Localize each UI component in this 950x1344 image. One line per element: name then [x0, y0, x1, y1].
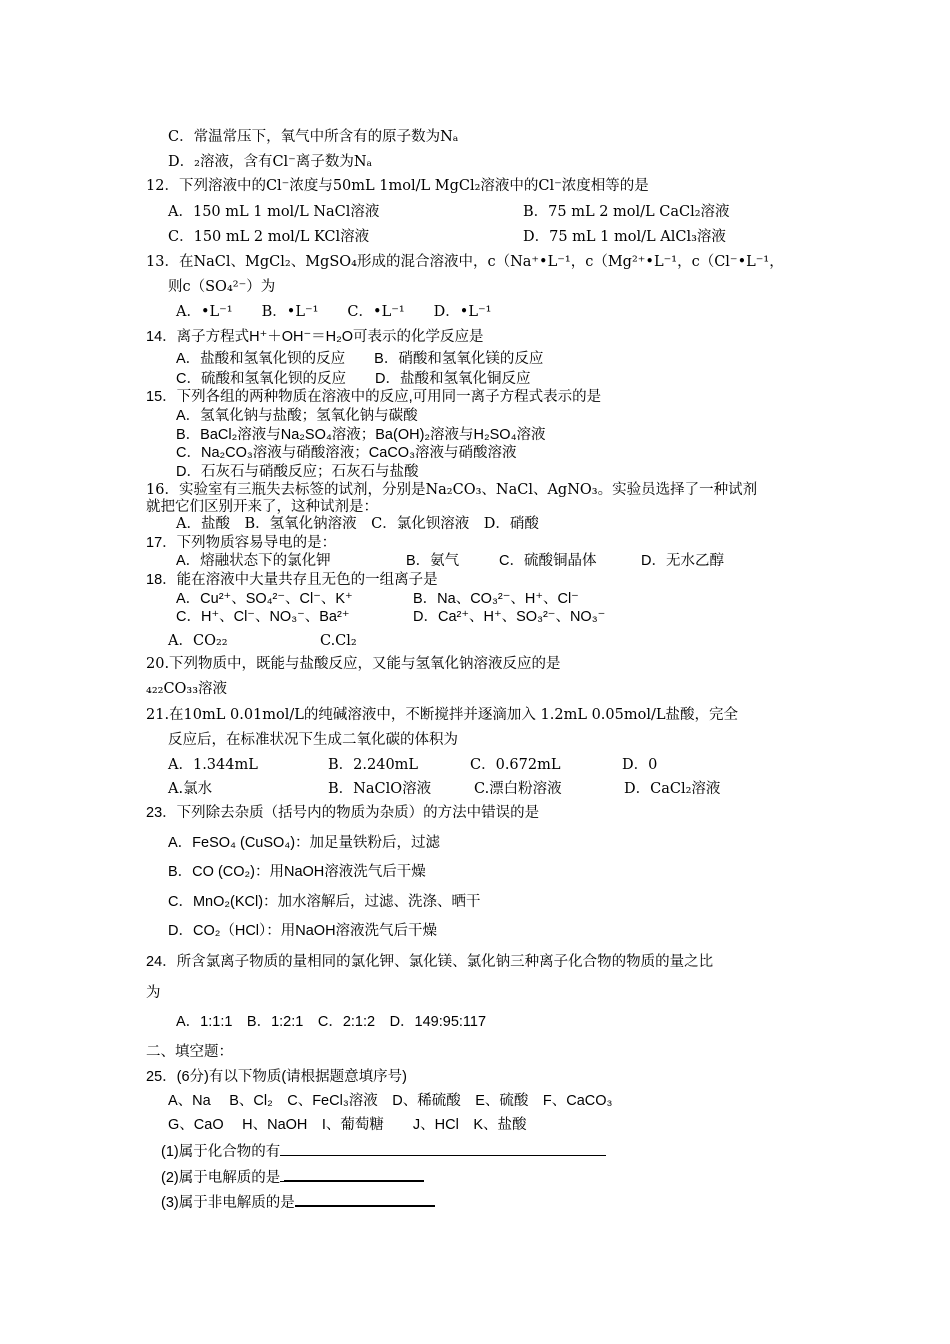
q14-stem: 14．离子方程式H⁺＋OH⁻＝H₂O可表示的化学反应是 — [146, 329, 484, 345]
q18-option-c: C．H⁺、Cl⁻、NO₃⁻、Ba²⁺ — [176, 609, 350, 625]
q21-option-d: D．0 — [622, 757, 658, 773]
q14-options-ab: A．盐酸和氢氧化钡的反应 B．硝酸和氢氧化镁的反应 — [176, 351, 544, 367]
q15-option-c: C．Na₂CO₃溶液与硝酸溶液；CaCO₃溶液与硝酸溶液 — [176, 445, 517, 461]
q14-options-cd: C．硫酸和氢氧化钡的反应 D．盐酸和氢氧化铜反应 — [176, 371, 531, 387]
q18-option-a: A．Cu²⁺、SO₄²⁻、Cl⁻、K⁺ — [176, 591, 353, 607]
q25-stem: 25．(6分)有以下物质(请根据题意填序号) — [146, 1069, 408, 1085]
q22-option-c: C.漂白粉溶液 — [474, 781, 562, 797]
q13-stem: 13．在NaCl、MgCl₂、MgSO₄形成的混合溶液中，c（Na⁺•L⁻¹，c（Mg²⁺•L⁻¹，c（Cl⁻•L⁻¹， — [146, 254, 784, 270]
q15-option-d: D．石灰石与硝酸反应；石灰石与盐酸 — [176, 464, 419, 480]
q21-option-c: C．0.672mL — [470, 757, 561, 773]
q23-option-d: D．CO₂（HCl）：用NaOH溶液洗气后干燥 — [168, 923, 438, 939]
q19-option-a: A．CO₂₂ — [168, 633, 228, 649]
q17-option-b: B．氨气 — [406, 553, 460, 569]
q23-option-c: C．MnO₂(KCl)：加水溶解后，过滤、洗涤、晒干 — [168, 894, 481, 910]
q25-part3 — [161, 1191, 435, 1212]
q25-part1-label: (1)属于化合物的有 — [161, 1144, 281, 1160]
section-heading: 二、填空题： — [146, 1044, 233, 1060]
q18-stem: 18．能在溶液中大量共存且无色的一组离子是 — [146, 572, 438, 588]
q16-stem: 16．实验室有三瓶失去标签的试剂，分别是Na₂CO₃、NaCl、AgNO₃。实验员选择了一种试剂 — [146, 482, 758, 498]
q15-stem: 15．下列各组的两种物质在溶液中的反应,可用同一离子方程式表示的是 — [146, 389, 602, 405]
q12-option-d: D．75 mL 1 mol/L AlCl₃溶液 — [523, 229, 726, 245]
q12-option-c: C．150 mL 2 mol/L KCl溶液 — [168, 229, 370, 245]
q16-stem-cont: 就把它们区别开来了，这种试剂是： — [146, 499, 378, 515]
q12-stem: 12．下列溶液中的Cl⁻浓度与50mL 1mol/L MgCl₂溶液中的Cl⁻浓度相等的是 — [146, 178, 649, 194]
q25-substances-row1: A、Na B、Cl₂ C、FeCl₃溶液 D、稀硫酸 E、硫酸 F、CaCO₃ — [168, 1093, 613, 1109]
q18-option-b: B．Na、CO₃²⁻、H⁺、Cl⁻ — [413, 591, 579, 607]
q17-option-c: C．硫酸铜晶体 — [499, 553, 597, 569]
q22-option-a: A.氯水 — [168, 781, 213, 797]
q21-stem: 21.在10mL 0.01mol/L的纯碱溶液中，不断搅拌并逐滴加入 1.2mL 0.05mol/L盐酸，完全 — [146, 707, 738, 723]
q21-option-b: B．2.240mL — [328, 757, 419, 773]
q25-substances-row2: G、CaO H、NaOH I、葡萄糖 J、HCl K、盐酸 — [168, 1117, 527, 1133]
q13-options: A．•L⁻¹ B．•L⁻¹ C．•L⁻¹ D．•L⁻¹ — [176, 304, 492, 320]
q21-stem-cont: 反应后，在标准状况下生成二氧化碳的体积为 — [168, 732, 458, 748]
q16-options: A．盐酸 B．氢氧化钠溶液 C．氯化钡溶液 D．硝酸 — [176, 516, 539, 532]
q20-stem: 20.下列物质中，既能与盐酸反应，又能与氢氧化钠溶液反应的是 — [146, 656, 561, 672]
q22-option-d: D．CaCl₂溶液 — [624, 781, 721, 797]
answer-blank-2[interactable] — [284, 1166, 424, 1182]
q11-option-d: D．₂溶液，含有Cl⁻离子数为Nₐ — [168, 154, 373, 170]
q24-stem-cont: 为 — [146, 985, 161, 1001]
q11-option-c: C．常温常压下，氧气中所含有的原子数为Nₐ — [168, 129, 459, 145]
q22-option-b: B．NaClO溶液 — [328, 781, 432, 797]
q20-options: ₄₂₂CO₃₃溶液 — [146, 681, 228, 697]
answer-blank-3[interactable] — [295, 1191, 435, 1207]
q12-option-a: A．150 mL 1 mol/L NaCl溶液 — [168, 204, 380, 220]
q24-stem: 24．所含氯离子物质的量相同的氯化钾、氯化镁、氯化钠三种离子化合物的物质的量之比 — [146, 954, 714, 970]
q15-option-b: B．BaCl₂溶液与Na₂SO₄溶液；Ba(OH)₂溶液与H₂SO₄溶液 — [176, 427, 546, 443]
q25-part3-label: (3)属于非电解质的是 — [161, 1195, 295, 1211]
q18-option-d: D．Ca²⁺、H⁺、SO₃²⁻、NO₃⁻ — [413, 609, 606, 625]
q19-option-c: C.Cl₂ — [320, 633, 357, 649]
q17-option-a: A．熔融状态下的氯化钾 — [176, 553, 331, 569]
q21-option-a: A．1.344mL — [168, 757, 258, 773]
q12-option-b: B．75 mL 2 mol/L CaCl₂溶液 — [523, 204, 730, 220]
q13-stem-cont: 则c（SO₄²⁻）为 — [168, 279, 276, 295]
q23-option-a: A．FeSO₄ (CuSO₄)：加足量铁粉后，过滤 — [168, 835, 441, 851]
q15-option-a: A．氢氧化钠与盐酸；氢氧化钠与碳酸 — [176, 408, 418, 424]
answer-blank-1[interactable] — [280, 1141, 606, 1156]
q17-option-d: D．无水乙醇 — [641, 553, 724, 569]
q23-stem: 23．下列除去杂质（括号内的物质为杂质）的方法中错误的是 — [146, 805, 540, 821]
q25-part2-label: (2)属于电解质的是 — [161, 1170, 281, 1186]
q23-option-b: B．CO (CO₂)：用NaOH溶液洗气后干燥 — [168, 864, 426, 880]
q25-part1 — [161, 1141, 606, 1161]
q24-options: A．1:1:1 B．1:2:1 C．2:1:2 D．149:95:117 — [176, 1014, 487, 1030]
q17-stem: 17．下列物质容易导电的是： — [146, 535, 337, 551]
q25-part2 — [161, 1166, 424, 1187]
